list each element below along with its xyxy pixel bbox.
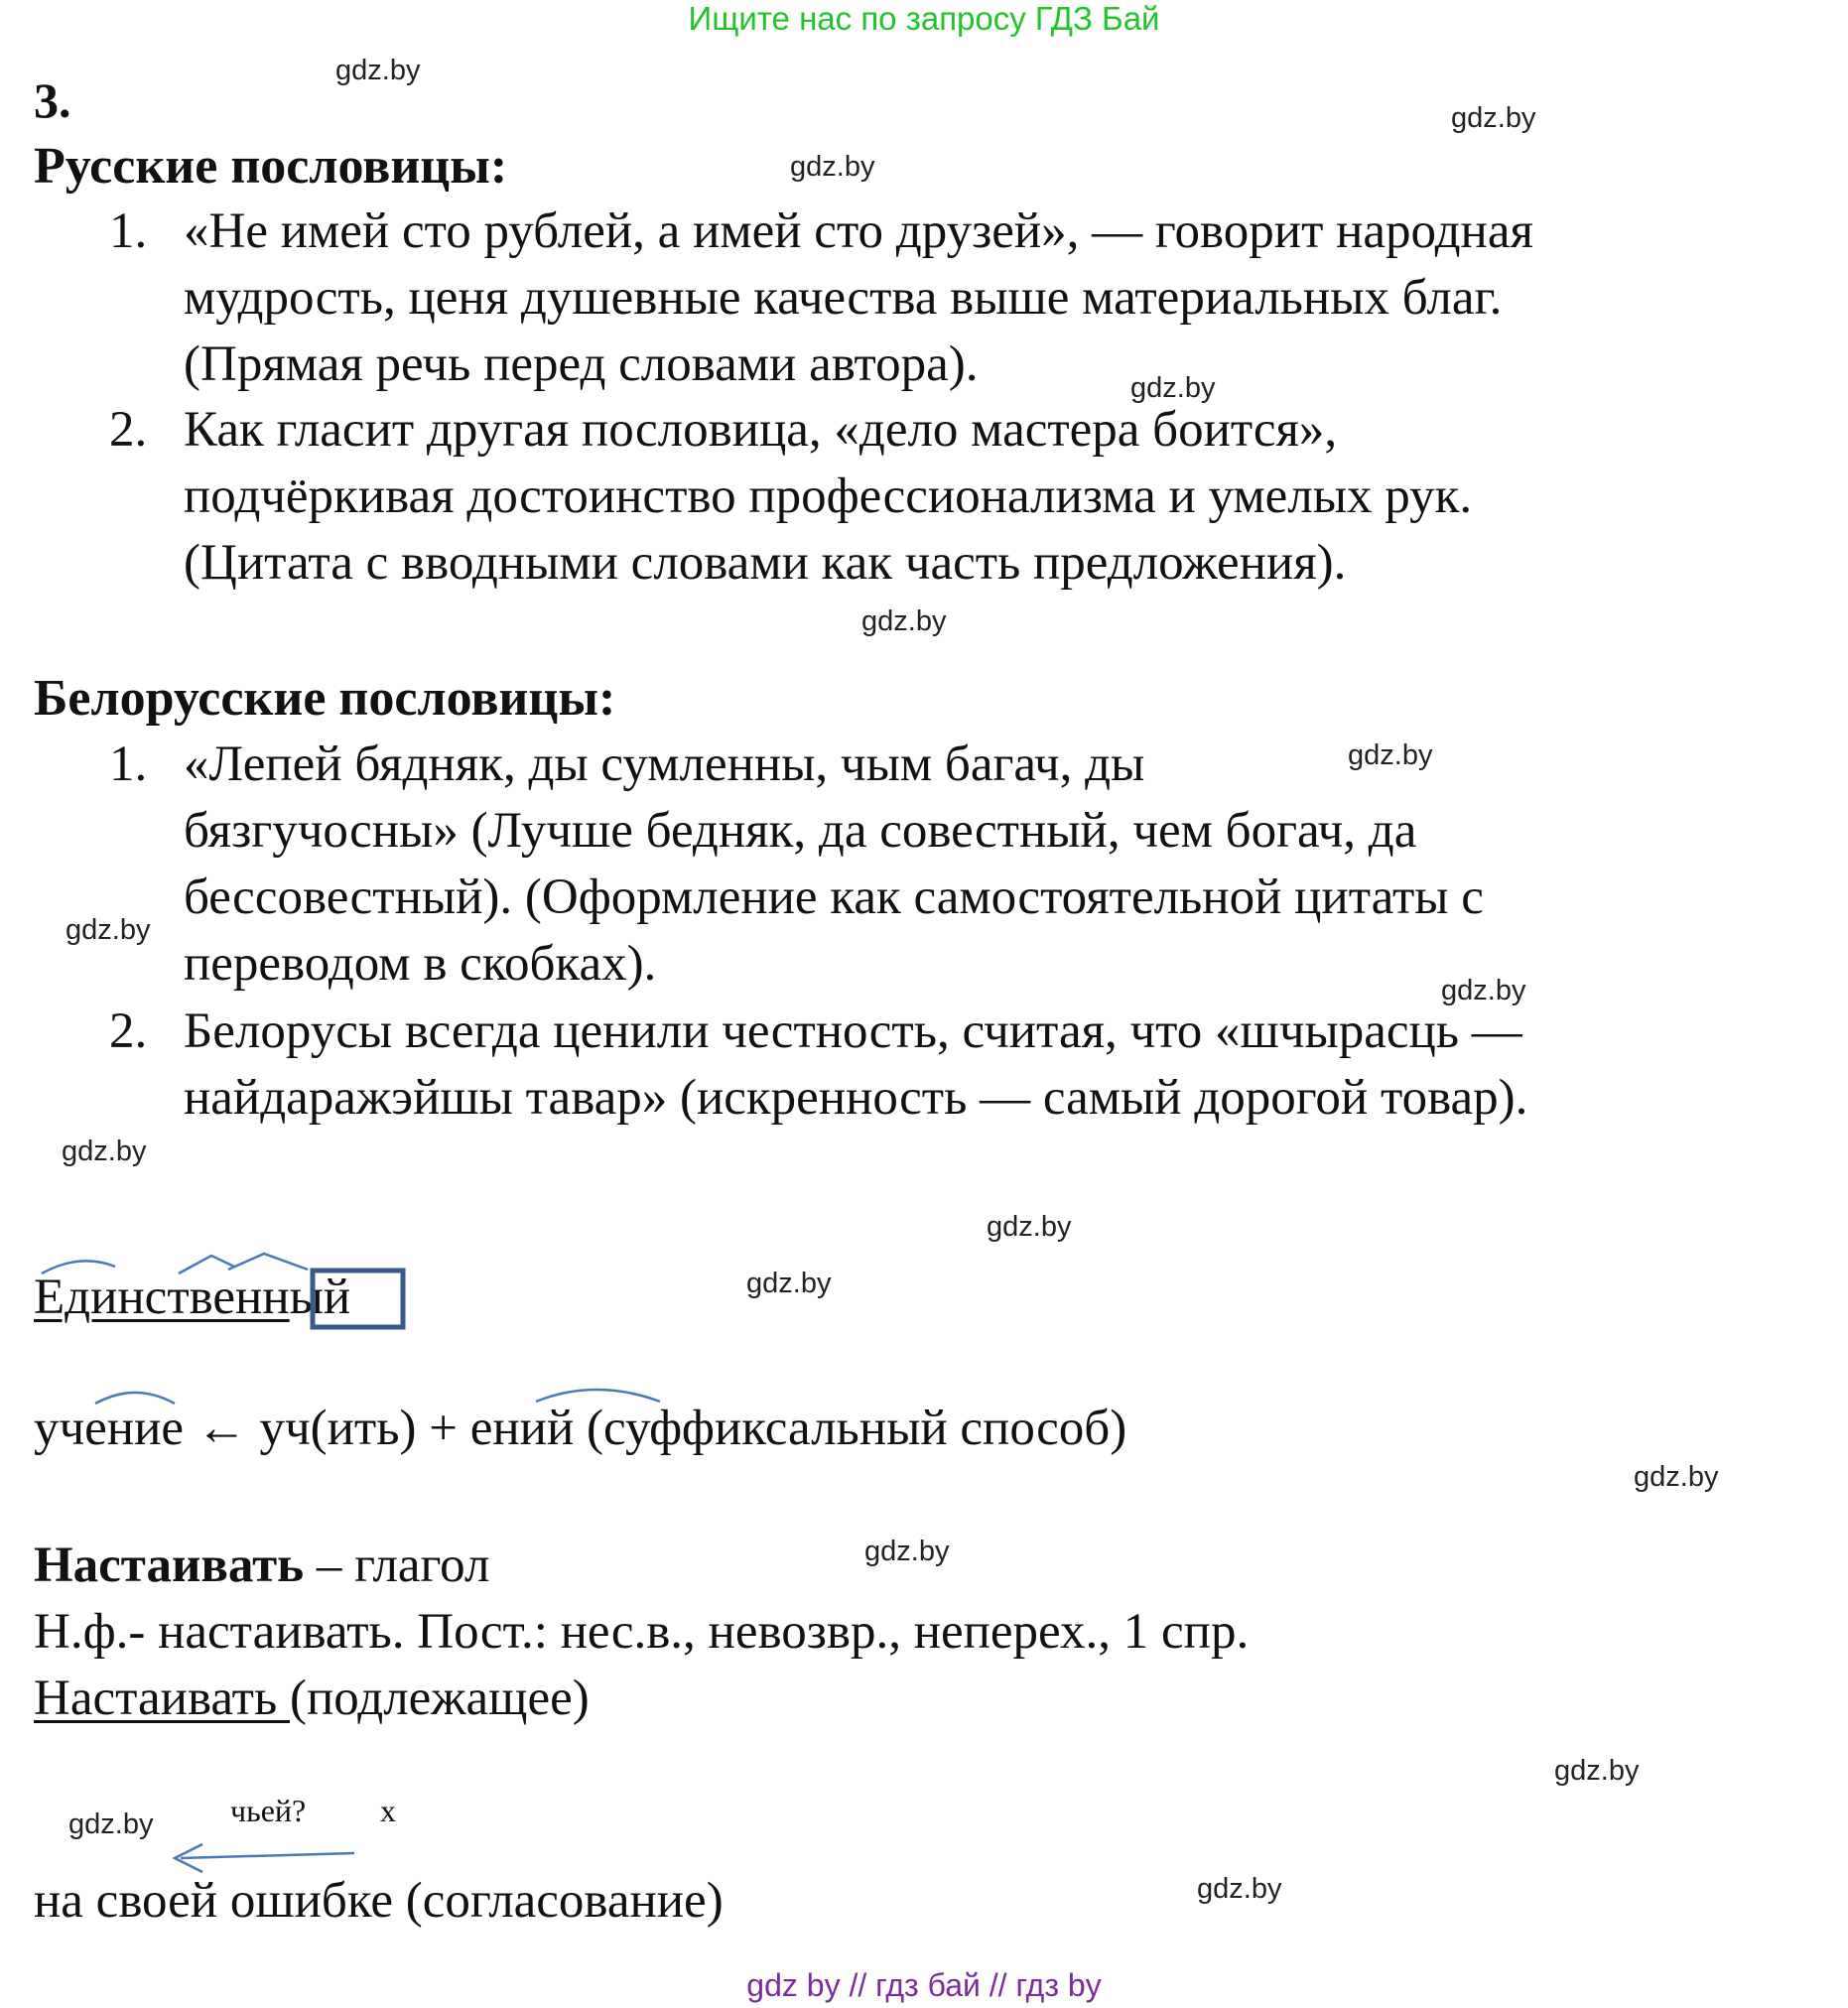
- watermark: gdz.by: [864, 1536, 950, 1567]
- watermark: gdz.by: [1451, 102, 1536, 134]
- task-number: 3.: [34, 72, 71, 128]
- root-arc-icon: [42, 1261, 115, 1273]
- arrow-line-icon: [181, 1853, 354, 1858]
- watermark: gdz.by: [987, 1211, 1072, 1243]
- watermark: gdz.by: [66, 914, 151, 946]
- suffix-mark-icon: [536, 1390, 660, 1402]
- morphology-details: Н.ф.- настаивать. Пост.: нес.в., невозвр., неперех., 1 спр.: [34, 1604, 1250, 1660]
- proverb-line: Как гласит другая пословица, «дело мастера боится»,: [184, 402, 1338, 458]
- proverb-line: (Цитата с вводными словами как часть предложения).: [184, 535, 1347, 591]
- proverb-line: подчёркивая достоинство профессионализма и умелых рук.: [184, 469, 1473, 524]
- analyzed-word: Настаивать: [34, 1538, 305, 1593]
- word-ending: ый: [289, 1270, 351, 1325]
- watermark: gdz.by: [746, 1268, 832, 1299]
- root-arc-icon: [95, 1393, 175, 1404]
- watermark: gdz.by: [861, 605, 947, 637]
- word-formation: учение ← уч(ить) + ений (суффиксальный способ): [34, 1401, 1127, 1456]
- word-stem: Единственн: [34, 1270, 290, 1325]
- proverb-line: «Лепей бядняк, ды сумленны, чым багач, ды: [184, 736, 1145, 792]
- subject-word: Настаивать: [34, 1671, 290, 1726]
- proverb-line: переводом в скобках).: [184, 936, 657, 992]
- suffix-mark-icon: [228, 1254, 308, 1270]
- ending-box-icon: [313, 1271, 403, 1327]
- proverb-line: «Не имей сто рублей, а имей сто друзей», — говорит народная: [184, 203, 1533, 259]
- main-word-mark: х: [380, 1793, 396, 1828]
- proverb-line: Белорусы всегда ценили честность, считая, что «шчырасць —: [184, 1004, 1522, 1059]
- russian-heading: Русские пословицы:: [34, 138, 508, 195]
- footer-links: gdz by // гдз бай // гдз by: [746, 1967, 1102, 2003]
- list-number: 2.: [109, 1004, 148, 1059]
- watermark: gdz.by: [62, 1136, 147, 1167]
- watermark: gdz.by: [68, 1808, 154, 1840]
- watermark: gdz.by: [1130, 372, 1216, 404]
- question-label: чьей?: [230, 1793, 307, 1828]
- watermark: gdz.by: [1634, 1461, 1719, 1493]
- part-of-speech: – глагол: [304, 1538, 490, 1593]
- belarusian-heading: Белорусские пословицы:: [34, 670, 616, 727]
- role-label: (подлежащее): [289, 1671, 590, 1726]
- list-number: 1.: [109, 736, 148, 792]
- watermark: gdz.by: [1554, 1755, 1640, 1787]
- proverb-line: мудрость, ценя душевные качества выше материальных благ.: [184, 270, 1503, 326]
- suffix-mark-icon: [179, 1256, 234, 1273]
- top-banner: Ищите нас по запросу ГДЗ Бай: [688, 0, 1160, 37]
- phrase-text: на своей ошибке (согласование): [34, 1873, 724, 1929]
- proverb-line: бязгучосны» (Лучше бедняк, да совестный, чем богач, да: [184, 803, 1417, 859]
- watermark: gdz.by: [1197, 1873, 1282, 1905]
- proverb-line: бессовестный). (Оформление как самостоятельной цитаты с: [184, 870, 1484, 925]
- proverb-line: найдаражэйшы тавар» (искренность — самый дорогой товар).: [184, 1070, 1528, 1126]
- proverb-line: (Прямая речь перед словами автора).: [184, 336, 979, 392]
- watermark: gdz.by: [1441, 975, 1526, 1006]
- watermark: gdz.by: [790, 151, 875, 183]
- watermark: gdz.by: [1348, 739, 1433, 771]
- list-number: 2.: [109, 402, 148, 458]
- watermark: gdz.by: [335, 55, 421, 86]
- list-number: 1.: [109, 203, 148, 259]
